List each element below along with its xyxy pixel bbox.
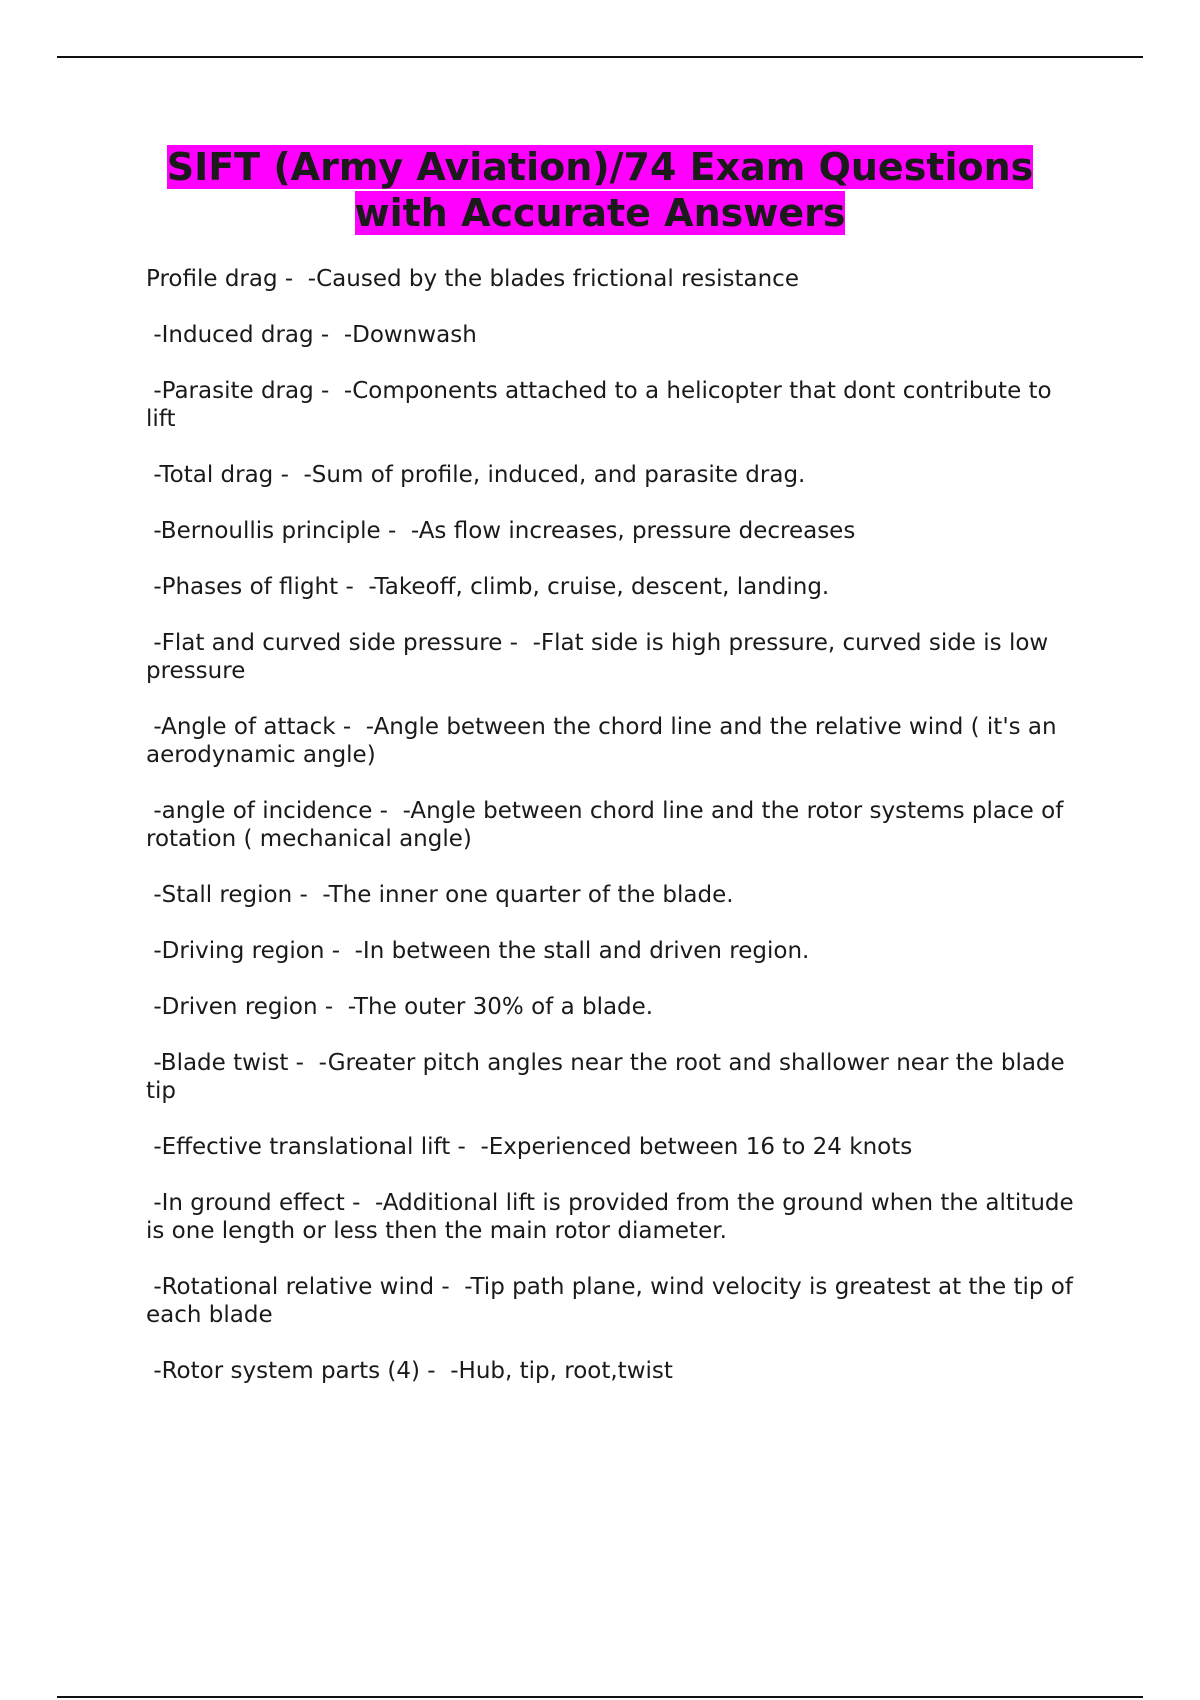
qa-item-blade-twist: -Blade twist - -Greater pitch angles near the root and shallower near the blade tip	[146, 1050, 1072, 1104]
qa-item-parasite-drag: -Parasite drag - -Components attached to a helicopter that dont contribute to lift	[146, 378, 1059, 432]
qa-item-angle-of-attack: -Angle of attack - -Angle between the chord line and the relative wind ( it's an aerodynamic angle)	[146, 714, 1064, 768]
qa-item-flat-curved-pressure: -Flat and curved side pressure - -Flat side is high pressure, curved side is low pressure	[146, 630, 1056, 684]
qa-item-driving-region: -Driving region - -In between the stall and driven region.	[146, 938, 810, 964]
title-line-2: with Accurate Answers	[354, 191, 846, 235]
title-line-1: SIFT (Army Aviation)/74 Exam Questions	[166, 145, 1034, 189]
qa-list	[146, 265, 1086, 1413]
qa-item-induced-drag: -Induced drag - -Downwash	[146, 322, 477, 348]
qa-item-rotor-system-parts: -Rotor system parts (4) - -Hub, tip, root,twist	[146, 1358, 673, 1384]
qa-item-driven-region: -Driven region - -The outer 30% of a blade.	[146, 994, 654, 1020]
qa-item-profile-drag: Profile drag - -Caused by the blades frictional resistance	[146, 266, 799, 292]
qa-item-in-ground-effect: -In ground effect - -Additional lift is provided from the ground when the altitude is one length or less then the main rotor diameter.	[146, 1190, 1081, 1244]
bottom-rule	[57, 1696, 1143, 1698]
qa-item-bernoullis-principle: -Bernoullis principle - -As flow increases, pressure decreases	[146, 518, 856, 544]
top-rule	[57, 56, 1143, 58]
qa-item-rotational-relative-wind: -Rotational relative wind - -Tip path plane, wind velocity is greatest at the tip of each blade	[146, 1274, 1081, 1328]
qa-item-phases-of-flight: -Phases of flight - -Takeoff, climb, cruise, descent, landing.	[146, 574, 830, 600]
document-title	[100, 144, 1100, 236]
qa-item-stall-region: -Stall region - -The inner one quarter of the blade.	[146, 882, 734, 908]
qa-item-total-drag: -Total drag - -Sum of profile, induced, and parasite drag.	[146, 462, 806, 488]
qa-item-effective-translational-lift: -Effective translational lift - -Experienced between 16 to 24 knots	[146, 1134, 913, 1160]
qa-item-angle-of-incidence: -angle of incidence - -Angle between chord line and the rotor systems place of rotation ( mechanical angle)	[146, 798, 1071, 852]
